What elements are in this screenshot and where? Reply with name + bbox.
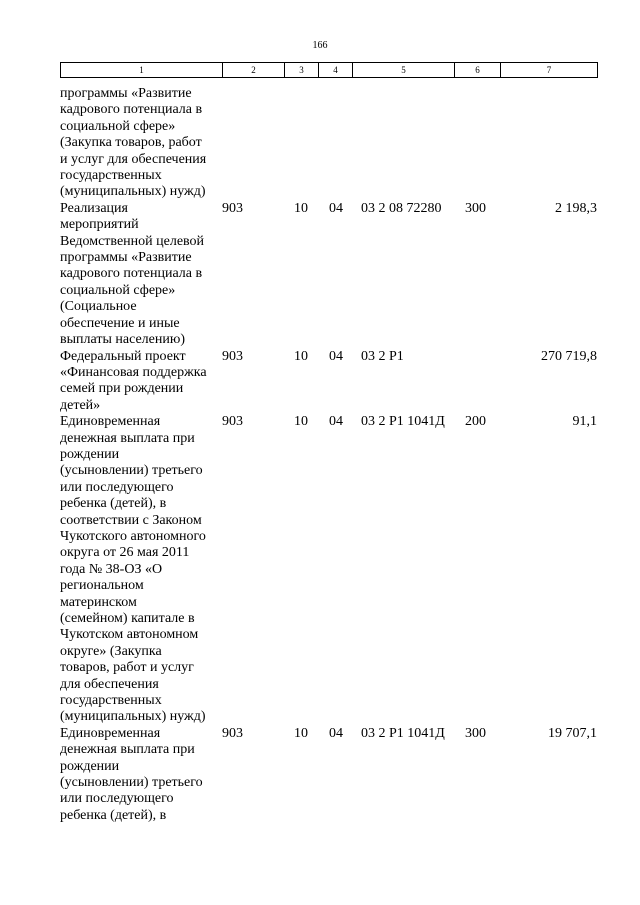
- target-article-code: 03 2 Р1 1041Д: [361, 725, 445, 741]
- budget-table-body: [60, 86, 597, 824]
- subsection-code: 04: [329, 348, 343, 364]
- expense-type-code: 200: [465, 414, 486, 430]
- page-number: 166: [312, 40, 328, 51]
- amount: 2 198,3: [555, 200, 597, 216]
- column-header-row: [60, 62, 598, 78]
- table-row: [60, 201, 597, 349]
- target-article-code: 03 2 Р1: [361, 348, 404, 364]
- column-header-6: 6: [455, 63, 501, 78]
- column-header-1: 1: [61, 63, 223, 78]
- column-header-5: 5: [353, 63, 455, 78]
- subsection-code: 04: [329, 200, 343, 216]
- item-name: программы «Развитие кадрового потенциала в социальной сфере» (Закупка товаров, работ и услуг для обеспечения государственных (муниципальных) нужд): [60, 86, 207, 200]
- section-code: 10: [294, 414, 308, 430]
- expense-type-code: 300: [465, 200, 486, 216]
- section-code: 10: [294, 348, 308, 364]
- grbs-code: 903: [222, 414, 243, 430]
- table-row: [60, 726, 597, 824]
- grbs-code: 903: [222, 200, 243, 216]
- section-code: 10: [294, 725, 308, 741]
- subsection-code: 04: [329, 414, 343, 430]
- item-name: Федеральный проект «Финансовая поддержка семей при рождении детей»: [60, 348, 207, 413]
- amount: 270 719,8: [541, 348, 597, 364]
- item-name: Реализация мероприятий Ведомственной целевой программы «Развитие кадрового потенциала в социальной сфере» (Социальное обеспечение и иные выплаты населению): [60, 200, 205, 348]
- target-article-code: 03 2 08 72280: [361, 200, 442, 216]
- table-row: [60, 414, 597, 726]
- column-header-3: 3: [285, 63, 319, 78]
- item-name: Единовременная денежная выплата при рождении (усыновлении) третьего или последующего ребенка (детей), в: [60, 725, 203, 823]
- grbs-code: 903: [222, 725, 243, 741]
- subsection-code: 04: [329, 725, 343, 741]
- column-header-7: 7: [501, 63, 598, 78]
- grbs-code: 903: [222, 348, 243, 364]
- expense-type-code: 300: [465, 725, 486, 741]
- target-article-code: 03 2 Р1 1041Д: [361, 414, 445, 430]
- column-header-4: 4: [319, 63, 353, 78]
- column-header-2: 2: [223, 63, 285, 78]
- table-row: [60, 349, 597, 415]
- table-row: [60, 86, 597, 201]
- amount: 19 707,1: [548, 725, 597, 741]
- amount: 91,1: [572, 414, 597, 430]
- item-name: Единовременная денежная выплата при рождении (усыновлении) третьего или последующего ребенка (детей), в соответствии с Законом Чукотского автономного округа от 26 мая 2011 года № 38-ОЗ «О региональном материнском (семейном) капитале в Чукотском автономном округе» (Закупка товаров, работ и услуг для обеспечения государственных (муниципальных) нужд): [60, 414, 206, 725]
- section-code: 10: [294, 200, 308, 216]
